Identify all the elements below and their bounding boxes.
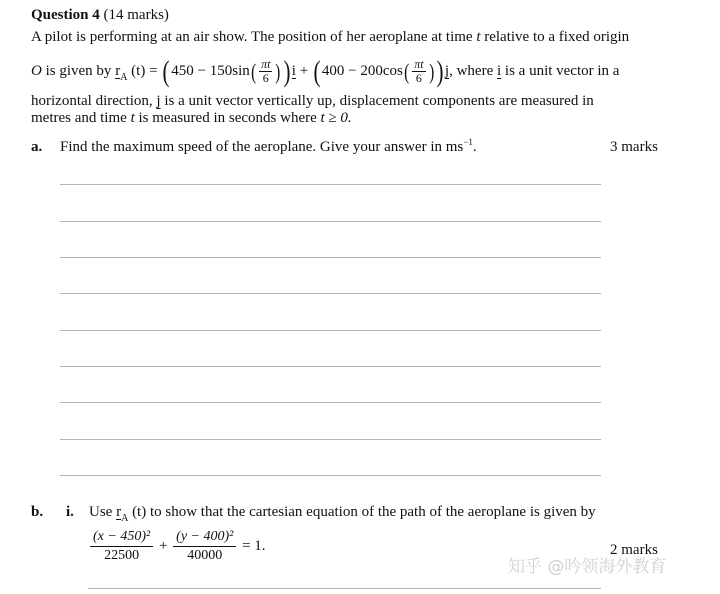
- question-marks: (14 marks): [103, 7, 169, 23]
- vector-r: r: [115, 63, 121, 79]
- answer-line[interactable]: [60, 330, 601, 331]
- x-numerator: (x − 450)²: [90, 528, 153, 547]
- plus-sign: +: [299, 63, 309, 79]
- close-paren: ): [436, 54, 444, 88]
- x-denominator: 22500: [104, 548, 140, 563]
- line4-t: t: [130, 110, 135, 126]
- line3-a: horizontal direction,: [31, 93, 153, 109]
- question-heading: [31, 7, 169, 24]
- question-number: Question 4: [31, 7, 100, 23]
- answer-line[interactable]: [60, 184, 601, 185]
- vector-argument: (t) =: [131, 63, 158, 79]
- unit-j-ref: j: [156, 93, 161, 109]
- unit-j: j: [444, 63, 450, 79]
- part-b-marks: 2 marks: [610, 542, 658, 558]
- y-numerator: (y − 400)²: [173, 528, 236, 547]
- close-paren: ): [283, 54, 291, 88]
- part-b-text-a: Use: [89, 504, 113, 520]
- intro-line: [31, 29, 629, 46]
- fraction-pi-t-over-6: $\frac{\pi t}{6}$: [261, 57, 271, 86]
- open-paren: (: [162, 54, 170, 88]
- close-paren: ): [428, 58, 434, 84]
- answer-line[interactable]: [60, 221, 601, 222]
- y-fraction: [173, 528, 236, 565]
- position-equation: [31, 52, 619, 92]
- where-text: , where: [449, 63, 494, 79]
- fraction-pi-t-over-6: $\frac{\pi t}{6}$: [414, 57, 424, 86]
- units-line: [31, 110, 352, 127]
- part-a-marks: 3 marks: [610, 139, 658, 155]
- answer-line[interactable]: [60, 366, 601, 367]
- part-b-vector-subscript: A: [121, 513, 129, 524]
- answer-line[interactable]: [60, 439, 601, 440]
- part-b-vector: r: [116, 504, 122, 520]
- equation-end: = 1.: [242, 537, 266, 554]
- open-paren: (: [313, 54, 321, 88]
- vector-subscript: A: [120, 72, 128, 83]
- part-a-period: .: [472, 139, 477, 155]
- line3-b: is a unit vector vertically up, displacement components are measured in: [164, 93, 594, 109]
- part-b-sub-label: i.: [66, 504, 74, 520]
- line4-b: is measured in seconds where: [138, 110, 317, 126]
- intro-t: t: [476, 29, 481, 45]
- intro-text: A pilot is performing at an air show. The position of her aeroplane at time: [31, 29, 473, 45]
- unit-i-ref: i: [496, 63, 502, 79]
- answer-line[interactable]: [88, 588, 601, 589]
- answer-line[interactable]: [60, 475, 601, 476]
- unit-i: i: [291, 63, 296, 79]
- part-a-label: a.: [31, 139, 43, 155]
- x-fraction: [90, 528, 153, 565]
- given-by-text: is given by: [45, 63, 112, 79]
- cartesian-equation: [88, 528, 266, 565]
- part-b-label: b.: [31, 504, 44, 520]
- answer-line[interactable]: [60, 293, 601, 294]
- part-a-exponent: −1: [463, 137, 473, 147]
- part-b-prompt: [89, 504, 596, 524]
- part-b-text-b: (t) to show that the cartesian equation of the path of the aeroplane is given by: [132, 504, 596, 520]
- y-component: 400 − 200cos: [321, 63, 403, 79]
- close-paren: ): [275, 58, 281, 84]
- description-line: [31, 93, 594, 110]
- answer-line[interactable]: [60, 257, 601, 258]
- i-description: is a unit vector in a: [504, 63, 620, 79]
- line4-a: metres and time: [31, 110, 127, 126]
- y-denominator: 40000: [187, 548, 223, 563]
- part-a-text: Find the maximum speed of the aeroplane. Give your answer in ms: [60, 139, 464, 155]
- watermark: 知乎 @吟领海外教育: [508, 557, 667, 577]
- open-paren: (: [250, 58, 256, 84]
- x-component: 450 − 150sin: [171, 63, 250, 79]
- equation-plus: +: [158, 537, 168, 554]
- origin-symbol: O: [31, 63, 42, 79]
- part-a-prompt: [60, 139, 477, 156]
- answer-line[interactable]: [60, 402, 601, 403]
- time-condition: t ≥ 0.: [320, 110, 352, 126]
- open-paren: (: [403, 58, 410, 84]
- intro-end: relative to a fixed origin: [484, 29, 630, 45]
